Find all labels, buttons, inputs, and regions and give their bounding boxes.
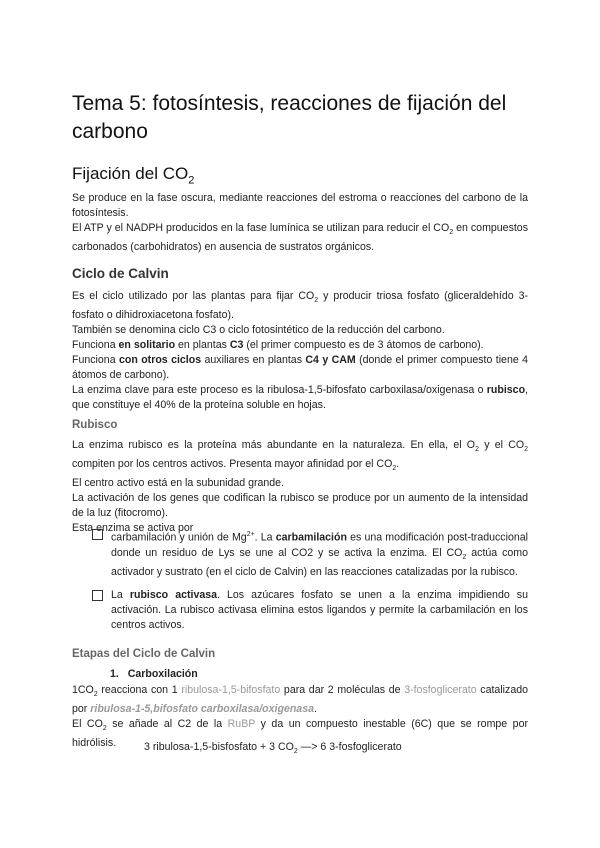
etapas-item-1: 1. Carboxilación [110, 668, 198, 680]
calvin-line-2: También se denomina ciclo C3 o ciclo fotosintético de la reducción del carbono. [72, 324, 445, 337]
fijacion-body [72, 191, 528, 255]
rubisco-line-3: La activación de los genes que codifican la rubisco se produce por un aumento de la intensidad de la luz (fitocromo). [72, 492, 528, 520]
checklist-text-carbamilacion: carbamilación y unión de $Mg^{2+}$. La carbamilación es una modificación post-traduccional donde un residuo de Lys se une al CO2 y se activa la enzima. El $CO_2$ actúa como activador y sustrato (en el ciclo de Calvin) en las reacciones catalizadas por la rubisco. [111, 531, 528, 578]
calvin-line-3: Funciona en solitario en plantas C3 (el primer compuesto es de 3 átomos de carbono). [72, 339, 484, 352]
calvin-body [72, 289, 528, 413]
calvin-line-1: Es el ciclo utilizado por las plantas para fijar $CO_2$ y producir triosa fosfato (gliceraldehído 3-fosfato o dihidroxiacetona fosfato). [72, 290, 528, 322]
rubisco-line-2: El centro activo está en la subunidad grande. [72, 477, 285, 490]
checkbox-carbamilacion[interactable] [92, 529, 103, 540]
etapas-line-1: $1CO_2$ reacciona con 1 ribulosa-1,5-bifosfato para dar 2 moléculas de 3-fosfoglicerato catalizado por ribulosa-1-5,bifosfato carboxilasa/oxigenasa. [72, 684, 529, 716]
calvin-heading: Ciclo de Calvin [72, 266, 169, 281]
checkbox-activasa[interactable] [92, 590, 103, 601]
etapas-line-2: El $CO_2$ se añade al C2 de la RuBP y da un compuesto inestable (6C) que se rompe por hidrólisis. [72, 718, 528, 750]
rubisco-body [72, 438, 528, 536]
etapas-heading: Etapas del Ciclo de Calvin [72, 648, 216, 660]
calvin-line-5: La enzima clave para este proceso es la ribulosa-1,5-bifosfato carboxilasa/oxigenasa o rubisco, que constituye el 40% de la proteína soluble en hojas. [72, 384, 528, 412]
rubisco-line-1: La enzima rubisco es la proteína más abundante en la naturaleza. En ella, el $O_2$ y el $CO_2$ compiten por los centros activos. Presenta mayor afinidad por el $CO_2$. [72, 439, 529, 473]
page-title: Tema 5: fotosíntesis, reacciones de fijación del carbono [72, 92, 507, 143]
fijacion-paragraph-1: Se produce en la fase oscura, mediante reacciones del estroma o reacciones del carbono de la fotosíntesis. [72, 192, 528, 219]
fijacion-paragraph-2: El ATP y el NADPH producidos en la fase lumínica se utilizan para reducir el $CO_2$ en compuestos carbonados (carbohidratos) en ausencia de sustratos orgánicos. [72, 222, 528, 254]
section-heading-fijacion: Fijación del $CO_2$ [72, 164, 195, 187]
checklist-item-carbamilacion [92, 527, 528, 580]
rubisco-heading: Rubisco [72, 419, 118, 431]
checklist-text-activasa: La rubisco activasa. Los azúcares fosfato se unen a la enzima impidiendo su activación. La rubisco activasa elimina estos ligandos y permite la carbamilación en los centros activos. [111, 589, 528, 631]
calvin-line-4: Funciona con otros ciclos auxiliares en plantas C4 y CAM (donde el primer compuesto tiene 4 átomos de carbono). [72, 354, 529, 382]
reaction-equation: 3 ribulosa-1,5-bisfosfato + 3 $CO_2$ —> 6 3-fosfoglicerato [144, 741, 402, 756]
rubisco-line-4: Esta enzima se activa por [72, 522, 194, 535]
checklist-item-activasa [92, 588, 528, 633]
